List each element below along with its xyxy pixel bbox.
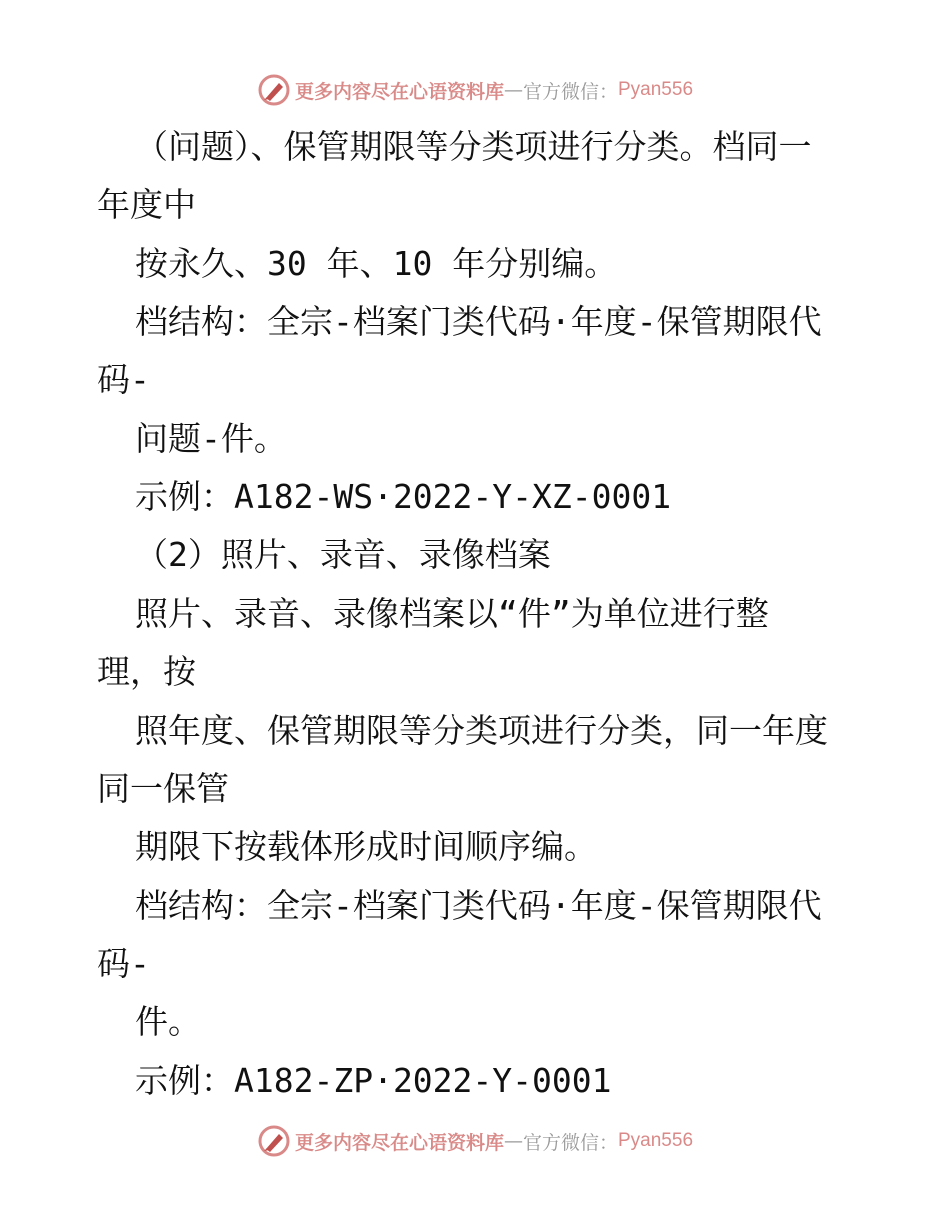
text-line: 档结构：全宗-档案门类代码·年度-保管期限代 (135, 886, 822, 925)
text-line: 理，按 (97, 652, 196, 691)
text-line: 示例：A182-ZP·2022-Y-0001 (135, 1061, 612, 1100)
watermark-contact: 官方微信： (522, 1131, 618, 1154)
text-line: 照片、录音、录像档案以“件”为单位进行整 (135, 594, 769, 633)
text-line: 档结构：全宗-档案门类代码·年度-保管期限代 (135, 302, 822, 341)
footer-watermark (0, 1121, 950, 1161)
watermark-id: Pyan556 (618, 79, 694, 100)
watermark-text: 更多内容尽在心语资料库 (294, 1131, 504, 1154)
text-line: 按永久、30 年、10 年分别编。 (135, 244, 618, 283)
watermark-id: Pyan556 (618, 1130, 694, 1151)
text-line: （问题）、保管期限等分类项进行分类。档同一 (135, 127, 812, 166)
text-line: 码- (97, 944, 150, 983)
watermark-dash: — (503, 79, 523, 101)
watermark-dash: — (503, 1130, 523, 1152)
watermark-contact: 官方微信： (522, 80, 618, 103)
pen-logo-icon (257, 73, 291, 107)
text-line: 年度中 (97, 185, 196, 224)
text-line: 件。 (135, 1002, 201, 1041)
text-line: 问题-件。 (135, 419, 287, 458)
text-line: （2）照片、录音、录像档案 (135, 535, 551, 574)
header-watermark (0, 70, 950, 110)
pen-logo-icon (257, 1124, 291, 1158)
watermark-text: 更多内容尽在心语资料库 (294, 80, 504, 103)
text-line: 码- (97, 360, 150, 399)
text-line: 示例：A182-WS·2022-Y-XZ-0001 (135, 477, 672, 516)
text-line: 期限下按载体形成时间顺序编。 (135, 827, 597, 866)
text-line: 照年度、保管期限等分类项进行分类，同一年度 (135, 711, 828, 750)
text-line: 同一保管 (97, 769, 229, 808)
